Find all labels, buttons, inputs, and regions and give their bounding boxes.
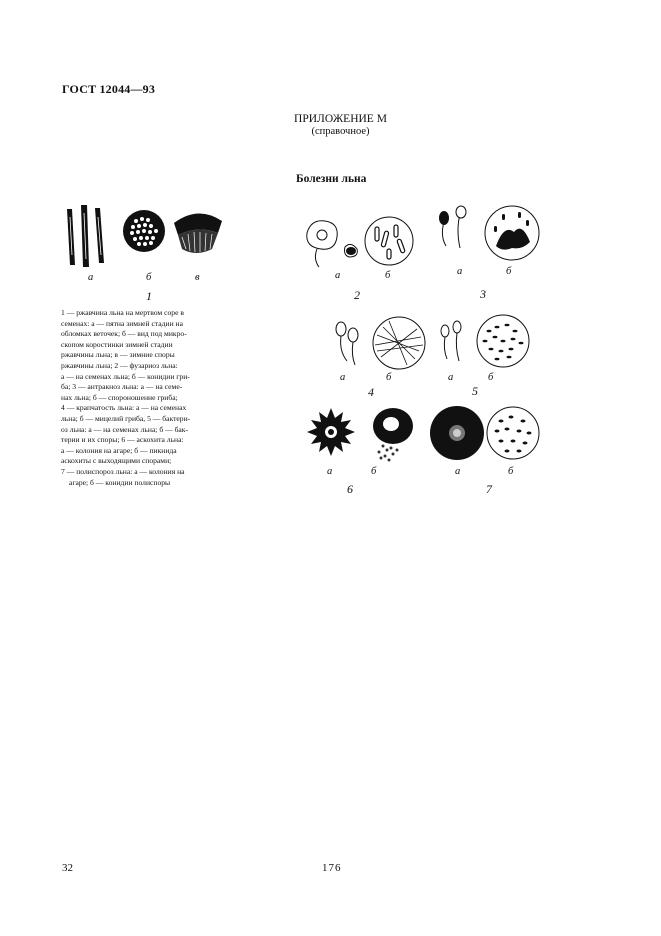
caption-line: семенах: а — пятна зимней стадии на (61, 318, 183, 328)
figure-3-label-b: б (506, 266, 512, 277)
figure-2-label-a: а (335, 270, 341, 281)
caption-line: ба; 3 — антракноз льна: а — на семе- (61, 382, 183, 392)
figure-1-image (62, 203, 222, 269)
figure-7-number: 7 (486, 482, 492, 496)
caption-line: ржавчины льна; в — зимние споры (61, 350, 175, 360)
figure-5-label-a: а (448, 372, 454, 383)
caption-line: а — колония на агаре; б — пикнида (61, 445, 177, 455)
figure-4-label-a: а (340, 372, 346, 383)
figure-caption (61, 308, 234, 488)
caption-line: обломках веточек; б — вид под микро- (61, 329, 187, 339)
standard-header: ГОСТ 12044—93 (62, 82, 156, 96)
figure-6-image (307, 404, 432, 464)
figure-1-number: 1 (146, 289, 152, 303)
figure-3-number: 3 (480, 287, 486, 301)
caption-line: 4 — крапчатость льна: а — на семенах (61, 403, 187, 413)
figure-3-image (434, 202, 544, 264)
page-number-center: 176 (322, 862, 342, 874)
appendix-heading (0, 113, 661, 137)
figure-4-image (331, 315, 431, 371)
figure-5-image (437, 313, 537, 369)
figure-1-label-b: б (146, 272, 152, 283)
caption-line: а — на семенах льна; б — конидии гри- (61, 371, 190, 381)
caption-line: скопом коростинки зимней стадии (61, 339, 173, 349)
caption-line: нах льна; б — спороношение гриба; (61, 392, 178, 402)
figure-7-label-b: б (508, 466, 514, 477)
figure-2-number: 2 (354, 288, 360, 302)
figure-7-image (429, 403, 544, 463)
figure-6-label-a: а (327, 466, 333, 477)
caption-line: аскохиты с выходящими спорами; (61, 456, 172, 466)
appendix-subtitle: (справочное) (311, 126, 370, 137)
figure-7-label-a: а (455, 466, 461, 477)
caption-line: льна; б — мицелий гриба, 5 — бактери- (61, 413, 191, 423)
figure-2-image (299, 211, 414, 271)
caption-line: терии и их споры; 6 — аскохита льна: (61, 435, 184, 445)
figure-3-label-a: а (457, 266, 463, 277)
figure-4-label-b: б (386, 372, 392, 383)
figure-6-number: 6 (347, 482, 353, 496)
figure-5-number: 5 (472, 384, 478, 398)
caption-line: оз льна: а — на семенах льна; б — бак- (61, 424, 189, 434)
caption-line: агаре; б — конидии полиспоры (69, 477, 171, 487)
caption-line: 1 — ржавчина льна на мертвом соре в (61, 308, 184, 317)
figure-5-label-b: б (488, 372, 494, 383)
caption-line: ржавчины льна; 2 — фузариоз льна: (61, 360, 178, 370)
figure-1-label-a: а (88, 272, 94, 283)
figure-1-label-v: в (195, 272, 200, 283)
figure-6-label-b: б (371, 466, 377, 477)
page-number-left: 32 (62, 862, 73, 874)
figure-4-number: 4 (368, 385, 374, 399)
appendix-title: ПРИЛОЖЕНИЕ М (294, 113, 387, 125)
caption-line: 7 — полиспороз льна: а — колония на (61, 466, 185, 476)
section-title: Болезни льна (296, 173, 367, 185)
figure-2-label-b: б (385, 270, 391, 281)
